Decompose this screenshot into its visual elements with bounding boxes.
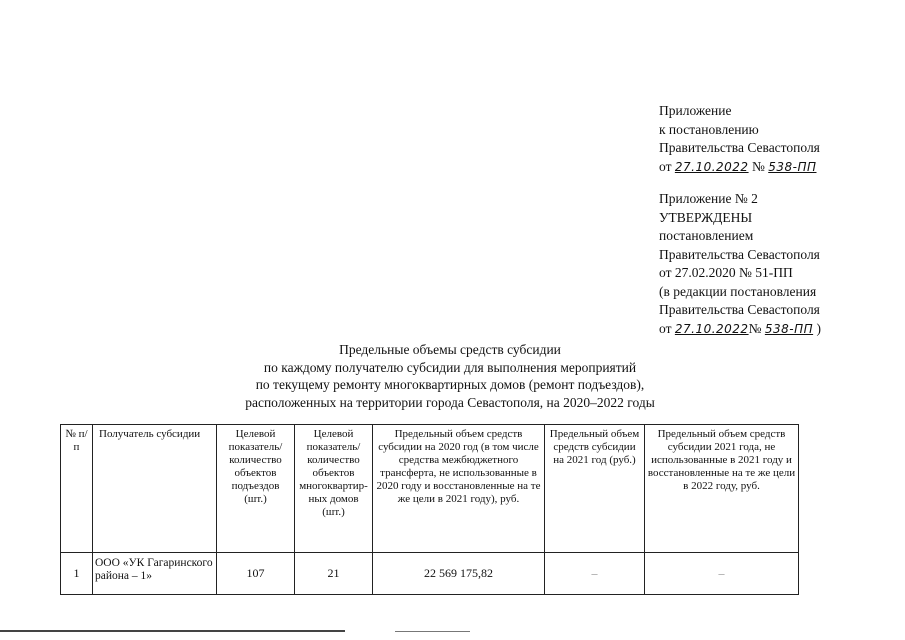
- cell-recipient: ООО «УК Гагаринского района – 1»: [93, 553, 217, 595]
- header-limit-2021-restored: Предельный объем средств субсидии 2021 года, не использованные в 2021 году и восстановленные на те же цели в 2022 году, руб.: [645, 425, 799, 553]
- cell-entrances: 107: [217, 553, 295, 595]
- cell-limit-2021-restored: –: [645, 553, 799, 595]
- title-line: расположенных на территории города Севастополя, на 2020–2022 годы: [245, 394, 655, 410]
- cell-houses: 21: [295, 553, 373, 595]
- handwritten-number: 538-ПП: [764, 321, 814, 336]
- appendix-line: Приложение: [659, 103, 732, 118]
- header-recipient: Получатель субсидии: [93, 425, 217, 553]
- appendix-header: [659, 102, 820, 176]
- cell-num: 1: [61, 553, 93, 595]
- appendix-line: Правительства Севастополя: [659, 140, 820, 155]
- appendix-line: от 27.02.2020 № 51-ПП: [659, 265, 793, 280]
- header-limit-2020: Предельный объем средств субсидии на 2020 год (в том числе средства межбюджетного трансферта, не использованные в 2020 году и восстановленные на те же цели в 2021 году), руб.: [373, 425, 545, 553]
- cell-limit-2020: 22 569 175,82: [373, 553, 545, 595]
- header-limit-2021: Предельный объем средств субсидии на 2021 год (руб.): [545, 425, 645, 553]
- date-prefix: от: [659, 158, 675, 174]
- appendix-line: (в редакции постановления: [659, 283, 817, 299]
- handwritten-number: 538-ПП: [768, 159, 817, 174]
- date-prefix: от: [659, 320, 675, 336]
- title-line: Предельные объемы средств субсидии: [339, 342, 561, 357]
- appendix-line: УТВЕРЖДЕНЫ: [659, 209, 753, 225]
- cell-limit-2021: –: [545, 553, 645, 595]
- number-prefix: №: [748, 158, 769, 174]
- appendix-line: Приложение № 2: [659, 191, 758, 206]
- appendix-date-line: [659, 320, 821, 339]
- appendix-line: к постановлению: [659, 121, 759, 137]
- subsidy-table: [60, 424, 799, 595]
- header-num: № п/п: [61, 425, 93, 553]
- document-title: [150, 341, 750, 411]
- table-row: [61, 553, 799, 595]
- title-line: по текущему ремонту многоквартирных домов (ремонт подъездов),: [255, 377, 645, 392]
- appendix-2-header: [659, 190, 821, 338]
- header-entrances: Целевой показатель/ количество объектов подъездов (шт.): [217, 425, 295, 553]
- closing-paren: ): [813, 320, 821, 336]
- number-prefix: №: [748, 320, 765, 336]
- handwritten-date: 27.10.2022: [674, 321, 749, 336]
- title-line: по каждому получателю субсидии для выполнения мероприятий: [263, 359, 637, 375]
- page-edge-line: [0, 630, 345, 632]
- appendix-date-line: [659, 158, 820, 177]
- header-houses: Целевой показатель/ количество объектов многоквартир-ных домов (шт.): [295, 425, 373, 553]
- appendix-line: постановлением: [659, 228, 754, 243]
- appendix-line: Правительства Севастополя: [659, 302, 820, 317]
- page-edge-line: [395, 631, 470, 632]
- appendix-line: Правительства Севастополя: [659, 246, 820, 262]
- handwritten-date: 27.10.2022: [674, 159, 749, 174]
- header-row: [61, 425, 799, 553]
